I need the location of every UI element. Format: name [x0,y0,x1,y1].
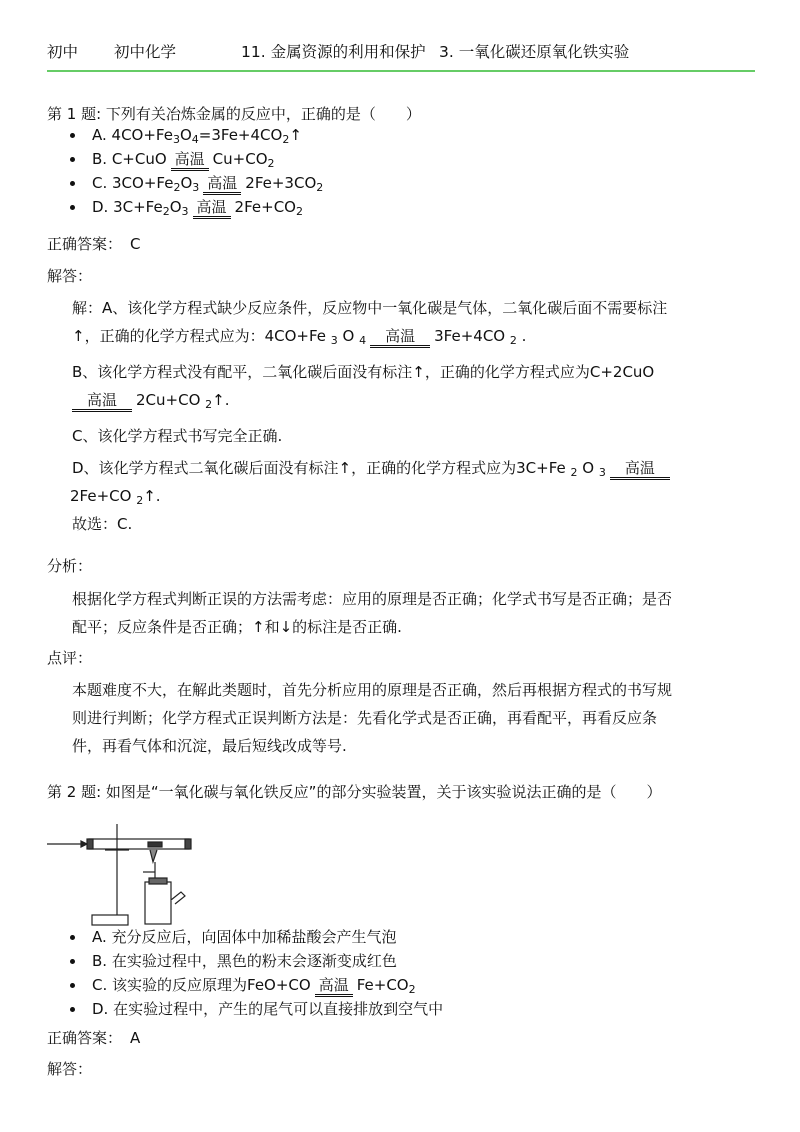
breadcrumb-level[interactable]: 初中 [47,43,79,61]
reaction-condition: 高温 [315,976,353,997]
analysis-label: 分析： [47,557,93,575]
comment-body: 本题难度不大，在解此类题时，首先分析应用的原理是否正确，然后再根据方程式的书写规 则进行判断；化学方程式正误判断方法是：先看化学式是否正确，再看配平，再看反应条 件，再看气体和沉淀，最后短线改成等号. [72,681,673,755]
solution-b-line-2: 高温 2Cu+CO $_2$↑. [72,386,732,414]
solution-c-line: C、该化学方程式书写完全正确. [72,427,283,445]
reaction-condition: 高温 [610,459,670,480]
reaction-condition: 高温 [193,198,231,219]
analysis-body: 根据化学方程式判断正误的方法需考虑：应用的原理是否正确；化学式书写是否正确；是否 配平；反应条件是否正确；↑和↓的标注是否正确. [72,590,673,636]
breadcrumb-subject[interactable]: 初中化学 [114,43,177,61]
reaction-condition: 高温 [203,174,241,195]
solution-label: 解答： [47,267,93,285]
answer-value: C [130,235,141,253]
question-2-title: 第 2 题: 如图是“一氧化碳与氧化铁反应”的部分实验装置，关于该实验说法正确的是（ ） [47,783,662,801]
solution-b-line-1: B、该化学方程式没有配平，二氧化碳后面没有标注↑，正确的化学方程式应为C+2CuO [72,363,655,381]
breadcrumb-chapter[interactable]: 11. 金属资源的利用和保护 [241,43,426,61]
question-1-title: 第 1 题: 下列有关冶炼金属的反应中，正确的是（ ） [47,105,421,123]
solution-body [72,294,732,538]
solution-d-line-2: 2Fe+CO $_2$↑. [70,487,161,507]
header-divider [47,70,755,72]
experiment-apparatus-figure [45,820,195,928]
reaction-condition: 高温 [171,150,209,171]
comment-label: 点评： [47,649,93,667]
solution-conclusion: 故选：C. [72,515,133,533]
solution-label: 解答： [47,1060,93,1078]
solution-d-line-1: D、该化学方程式二氧化碳后面没有标注↑，正确的化学方程式应为3C+Fe $_2$ O $_3$ 高温 [72,454,732,482]
solution-a-line-1: 解：A、该化学方程式缺少反应条件，反应物中一氧化碳是气体，二氧化碳后面不需要标注 [72,299,668,317]
answer-line: 正确答案： A [47,1029,141,1047]
breadcrumb-topic[interactable]: 3. 一氧化碳还原氧化铁实验 [439,43,630,61]
reaction-condition: 高温 [370,327,430,348]
answer-value: A [130,1029,141,1047]
solution-a-line-2: ↑，正确的化学方程式应为：4CO+Fe $_3$ O $_4$ 高温 3Fe+4CO $_2$ . [72,327,527,347]
reaction-condition: 高温 [72,391,132,412]
answer-line: 正确答案： C [47,235,141,253]
